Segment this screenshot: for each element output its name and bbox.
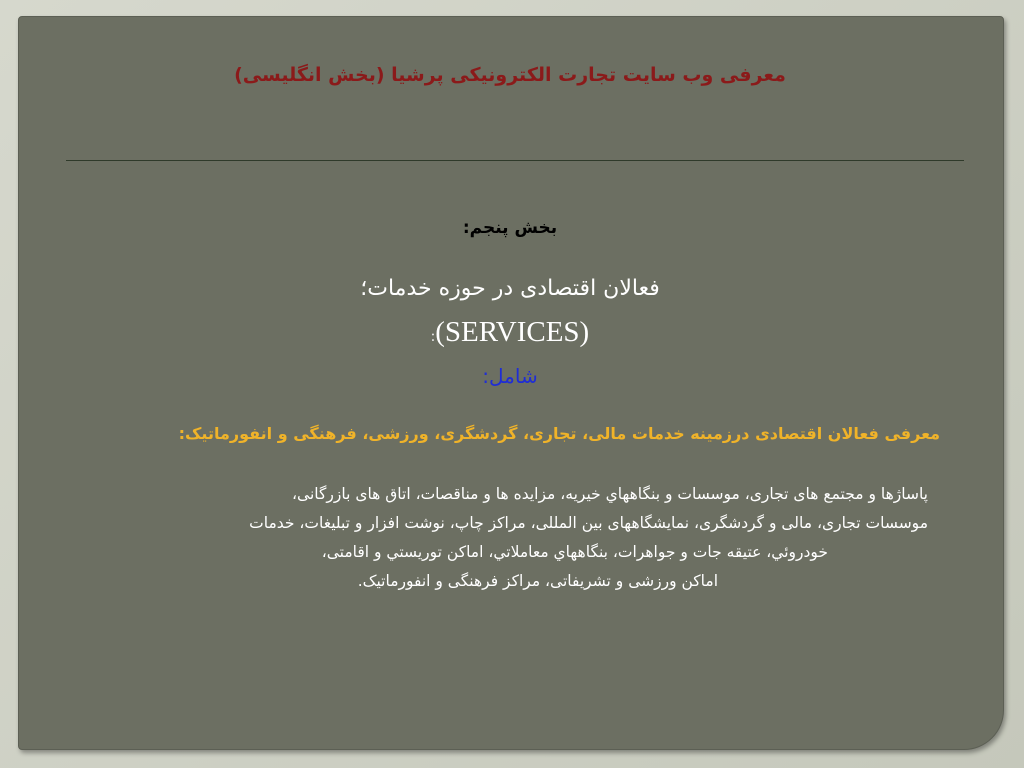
slide-title: معرفی وب سایت تجارت الکترونیکی پرشیا (بخش انگلیسی) — [234, 64, 786, 86]
intro-line: معرفی فعالان اقتصادی درزمینه خدمات مالی، تجاری، گردشگری، ورزشی، فرهنگی و انفورماتیک: — [178, 424, 940, 443]
section-heading: بخش پنجم: — [462, 218, 558, 238]
body-line: موسسات تجاری، مالی و گردشگری، نمایشگاههای بین المللی، مراکز چاپ، نوشت افزار و تبلیغات، خدمات — [249, 514, 928, 532]
body-line: پاساژها و مجتمع های تجاری، موسسات و بنگاههاي خيريه، مزايده ها و مناقصات، اتاق های بازرگانی، — [292, 485, 928, 503]
services-colon: : — [430, 328, 436, 345]
includes-label: شامل: — [482, 364, 538, 388]
body-paragraph — [62, 480, 928, 596]
services-line — [60, 316, 960, 349]
services-label: (SERVICES) — [435, 316, 590, 348]
body-line: خودروئي، عتيقه جات و جواهرات، بنگاههاي معاملاتي، اماكن توريستي و اقامتی، — [321, 543, 828, 561]
body-line: اماکن ورزشی و تشریفاتی، مراکز فرهنگی و انفورماتیک. — [357, 572, 718, 590]
sub-heading: فعالان اقتصادی در حوزه خدمات؛ — [360, 276, 660, 301]
title-divider — [66, 160, 964, 161]
